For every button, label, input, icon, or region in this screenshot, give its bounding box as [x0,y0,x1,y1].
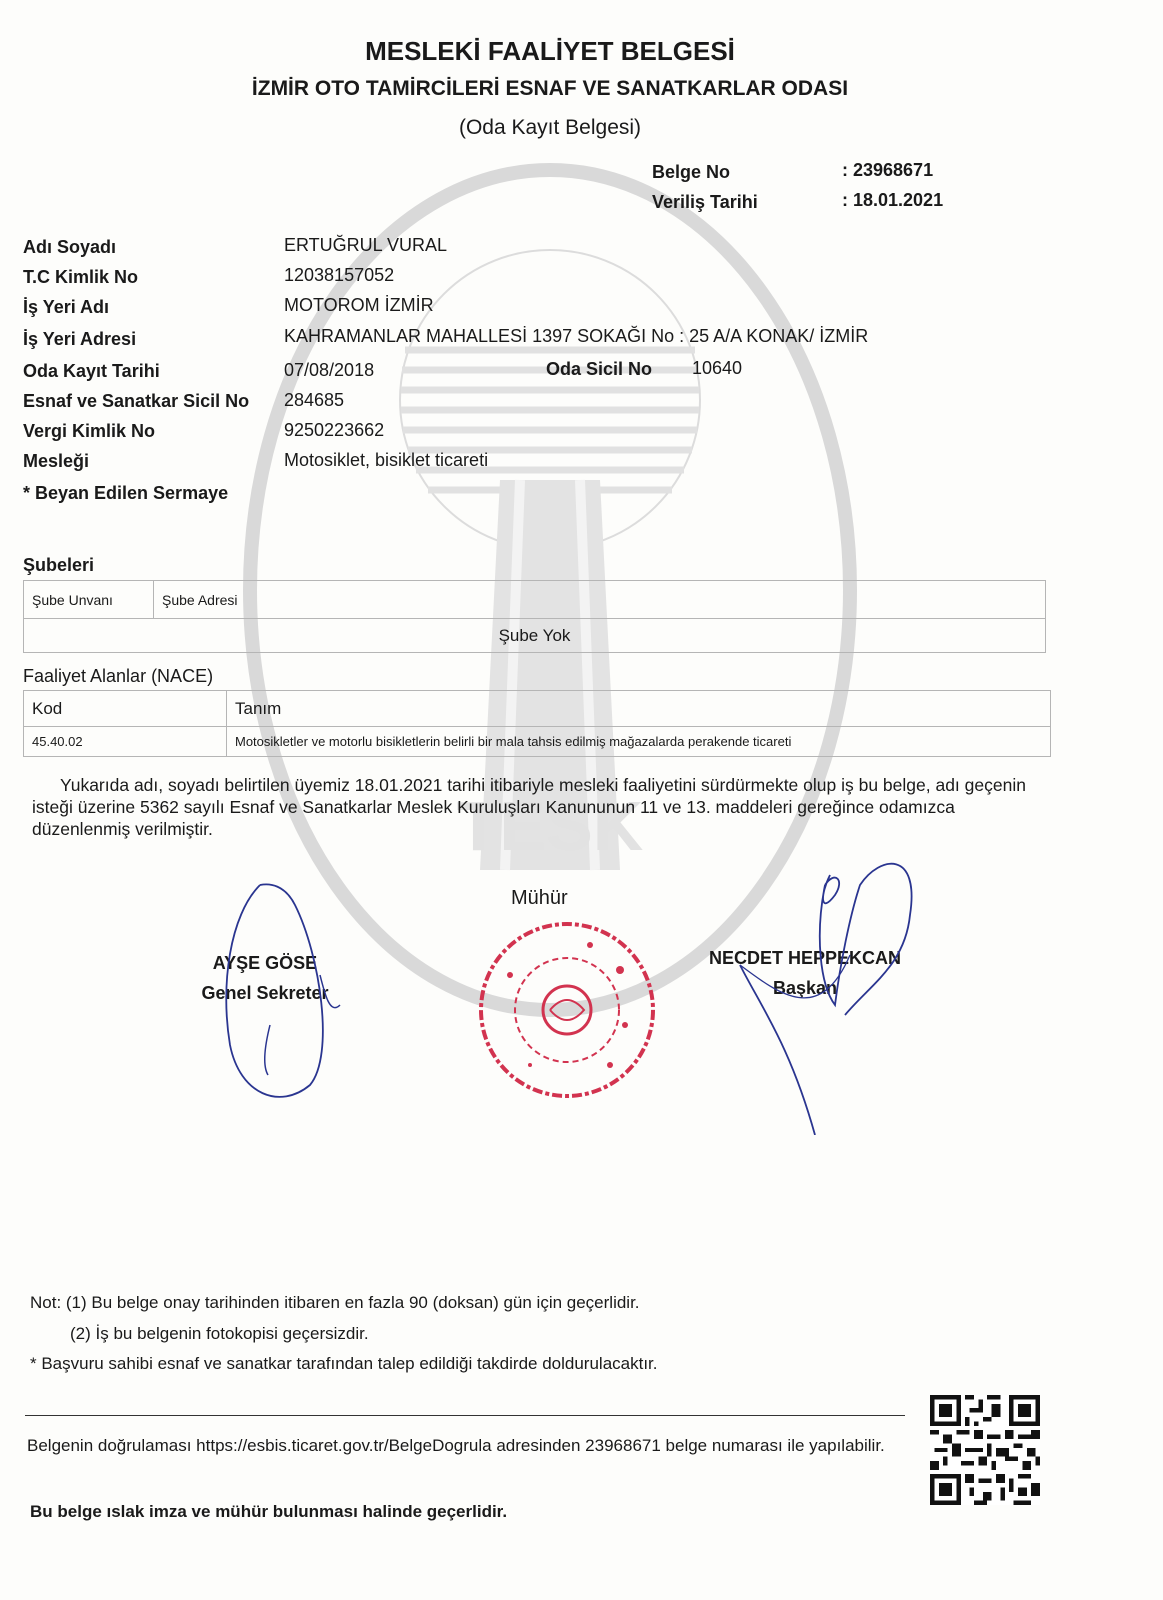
field-label-adi-soyadi: Adı Soyadı [23,237,117,257]
verilis-tarihi-label: Veriliş Tarihi [652,192,758,212]
document-title: MESLEKİ FAALİYET BELGESİ [365,36,735,66]
field-label-oda-kayit-tarihi: Oda Kayıt Tarihi [23,361,160,381]
field-value-tc-kimlik: 12038157052 [284,265,395,285]
subeler-title: Şubeleri [23,555,95,575]
left-signatory-title: Genel Sekreter [201,983,329,1003]
note-2: (2) İş bu belgenin fotokopisi geçersizdir. [70,1324,369,1343]
verification-text: Belgenin doğrulaması https://esbis.ticaret.gov.tr/BelgeDogrula adresinden 23968671 belge numarası ile yapılabilir. [27,1436,885,1455]
field-label-vergi-kimlik: Vergi Kimlik No [23,421,156,441]
field-value-is-yeri-adi: MOTOROM İZMİR [284,295,434,315]
field-label-esnaf-sicil: Esnaf ve Sanatkar Sicil No [23,391,250,411]
oda-sicil-value: 10640 [692,358,743,378]
footer-divider [25,1415,905,1416]
faaliyet-title: Faaliyet Alanlar (NACE) [23,666,214,686]
note-3: * Başvuru sahibi esnaf ve sanatkar tarafından talep edildiği takdirde doldurulacaktır. [30,1354,658,1373]
field-label-is-yeri-adi: İş Yeri Adı [23,297,110,317]
faaliyet-col-kod: Kod [24,691,227,727]
belge-no-value: : 23968671 [842,160,934,180]
table-row [24,727,1051,757]
field-value-meslegi: Motosiklet, bisiklet ticareti [284,450,489,470]
verilis-tarihi-value: : 18.01.2021 [842,190,944,210]
field-label-meslegi: Mesleği [23,451,90,471]
field-value-is-yeri-adresi: KAHRAMANLAR MAHALLESİ 1397 SOKAĞI No : 25 A/A KONAK/ İZMİR [284,326,869,346]
note-1: Not: (1) Bu belge onay tarihinden itibaren en fazla 90 (doksan) gün için geçerlidir. [30,1293,640,1312]
organization-name: İZMİR OTO TAMİRCİLERİ ESNAF VE SANATKARLAR ODASI [251,77,849,100]
right-signatory-name: NECDET HEPPEKCAN [708,948,902,968]
field-label-sermaye: * Beyan Edilen Sermaye [23,483,229,503]
left-signature [200,875,350,1115]
official-stamp [470,915,665,1100]
right-signature [720,855,930,1135]
subeler-empty: Şube Yok [24,619,1046,653]
faaliyet-tanim-cell: Motosikletler ve motorlu bisikletlerin belirli bir mala tahsis edilmiş mağazalarda perakende ticareti [227,727,1051,757]
subeler-col-adres: Şube Adresi [154,581,1046,619]
validity-text: Bu belge ıslak imza ve mühür bulunması halinde geçerlidir. [30,1502,508,1521]
muhur-label: Mühür [511,887,568,909]
qr-code[interactable] [930,1395,1040,1505]
oda-sicil-label: Oda Sicil No [546,359,653,379]
left-signatory-name: AYŞE GÖSE [212,953,318,973]
right-signatory-title: Başkan [772,978,838,998]
document-subtitle: (Oda Kayıt Belgesi) [458,116,642,139]
field-value-vergi-kimlik: 9250223662 [284,420,385,440]
faaliyet-table [23,690,1051,757]
subeler-table [23,580,1046,653]
field-label-is-yeri-adresi: İş Yeri Adresi [23,329,137,349]
belge-no-label: Belge No [652,162,731,182]
watermark-center: TESK [456,787,644,865]
statement-paragraph: Yukarıda adı, soyadı belirtilen üyemiz 18.01.2021 tarihi itibariyle mesleki faaliyetini sürdürmekte olup iş bu belge, adı geçenin isteği üzerine 5362 sayılı Esnaf ve Sanatkarlar Meslek Kuruluşları Kanununun 11 ve 13. maddeleri gereğince odamızca düzenlenmiş verilmiştir. [32,775,1026,839]
subeler-col-unvan: Şube Unvanı [24,581,154,619]
field-value-oda-kayit-tarihi: 07/08/2018 [284,360,375,380]
field-value-adi-soyadi: ERTUĞRUL VURAL [284,235,448,255]
field-label-tc-kimlik: T.C Kimlik No [23,267,139,287]
faaliyet-kod-cell: 45.40.02 [24,727,227,757]
faaliyet-col-tanim: Tanım [227,691,1051,727]
field-value-esnaf-sicil: 284685 [284,390,345,410]
